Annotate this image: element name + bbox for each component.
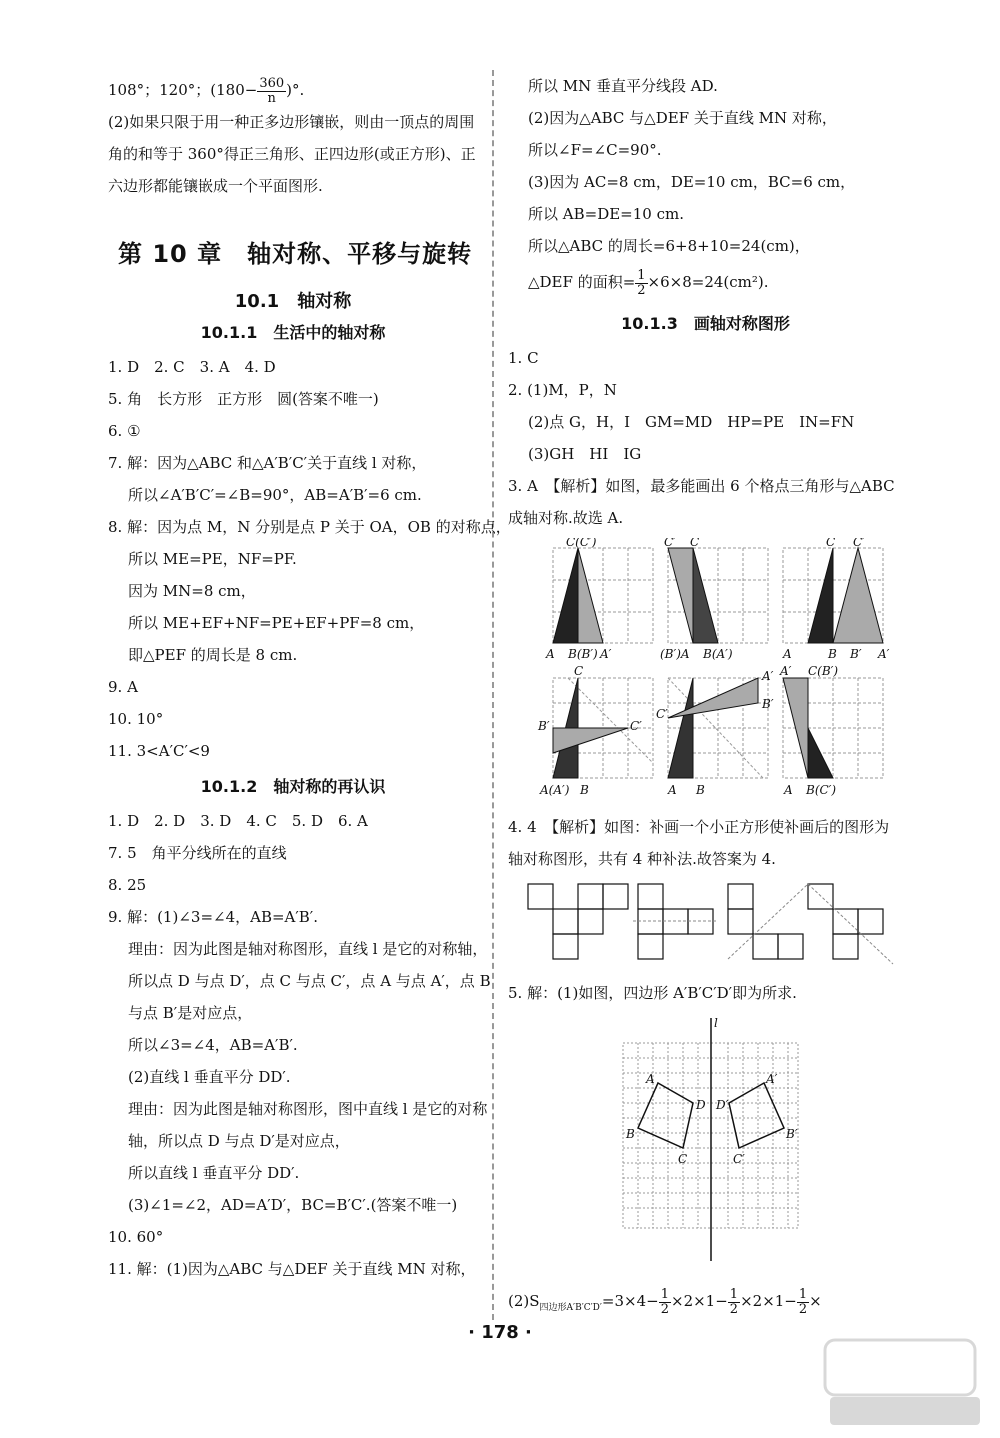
fig-label: C (678, 1152, 688, 1166)
fig-label: A (546, 647, 555, 661)
numerator: 360 (259, 75, 285, 91)
fig-label: B′ (538, 719, 550, 733)
fig-label: B (696, 783, 705, 797)
answer-line: 所以直线 l 垂直平分 DD′. (128, 1164, 300, 1182)
answer-line: 所以 MN 垂直平分线段 AD. (528, 77, 718, 95)
answer-line (508, 262, 903, 302)
answer-line: (2)因为△ABC 与△DEF 关于直线 MN 对称， (528, 109, 837, 127)
fig-label: B(C′) (806, 783, 837, 797)
fig-label: A′ (762, 669, 774, 683)
answer-line: 所以 ME+EF+NF=PE+EF+PF=8 cm， (128, 614, 425, 632)
page-number: · 178 · (468, 1322, 532, 1343)
fig-label: D (696, 1098, 706, 1112)
fig-label: A (783, 647, 792, 661)
answer-line: 所以△ABC 的周长=6+8+10=24(cm)， (528, 237, 810, 255)
subsection-title: 10.1.1 生活中的轴对称 (200, 323, 386, 342)
answer-line: 所以∠3=∠4，AB=A′B′. (128, 1036, 298, 1054)
answer-line: 所以点 D 与点 D′，点 C 与点 C′，点 A 与点 A′，点 B (128, 972, 491, 990)
fraction (659, 1288, 671, 1317)
fig-label: A′ (878, 647, 890, 661)
answer-line: 理由：因为此图是轴对称图形，直线 l 是它的对称轴， (128, 940, 488, 958)
fig-label: (B′)A (660, 647, 690, 661)
fig-label: D′ (716, 1098, 729, 1112)
answer-line: 1. D 2. C 3. A 4. D (108, 358, 276, 376)
fig-label: A (784, 783, 793, 797)
text: )°. (286, 81, 305, 99)
fig-label: A(A′) (540, 783, 570, 797)
text: =3×4− (601, 1292, 659, 1310)
fraction (797, 1288, 809, 1317)
answer-line: 7. 解：因为△ABC 和△A′B′C′关于直线 l 对称， (108, 454, 427, 472)
fraction (635, 269, 647, 298)
left-column (108, 70, 511, 1285)
fig-label: B′ (762, 697, 774, 711)
q5-quadrilateral-figure (508, 1013, 903, 1273)
right-column (508, 70, 903, 1328)
numerator: 1 (660, 1286, 669, 1302)
answer-line: (3)GH HI IG (528, 445, 642, 463)
denominator: 2 (637, 282, 646, 298)
text: ×6×8=24(cm²). (647, 273, 769, 291)
answer-line: 10. 10° (108, 710, 164, 728)
fig-label: C′ (664, 538, 676, 549)
answer-line: 6. ① (108, 422, 141, 440)
answer-line: 因为 MN=8 cm， (128, 582, 256, 600)
answer-line: 11. 3<A′C′<9 (108, 742, 210, 760)
subsection-title: 10.1.2 轴对称的再认识 (200, 777, 386, 796)
subscript: 四边形A′B′C′D′ (539, 1303, 602, 1313)
fig-label: C′ (656, 707, 668, 721)
numerator: 1 (729, 1286, 739, 1302)
answer-line: 即△PEF 的周长是 8 cm. (128, 646, 298, 664)
answer-line: 1. D 2. D 3. D 4. C 5. D 6. A (108, 812, 368, 830)
fig-label: l (714, 1016, 718, 1030)
answer-line: 9. A (108, 678, 138, 696)
fig-label: C (690, 538, 700, 549)
fig-label: B′ (786, 1127, 798, 1141)
answer-line: 11. 解：(1)因为△ABC 与△DEF 关于直线 MN 对称， (108, 1260, 476, 1278)
subsection-title: 10.1.3 画轴对称图形 (621, 314, 790, 333)
q3-triangle-figure (508, 538, 903, 803)
answer-line: 理由：因为此图是轴对称图形，图中直线 l 是它的对称 (128, 1100, 488, 1118)
answer-line: 5. 角 长方形 正方形 圆(答案不唯一) (108, 390, 379, 408)
answer-line: 9. 解：(1)∠3=∠4，AB=A′B′. (108, 908, 318, 926)
watermark-logo (820, 1335, 990, 1430)
answer-line: 8. 25 (108, 876, 147, 894)
fig-label: C′ (630, 719, 642, 733)
fig-label: A (646, 1072, 655, 1086)
fraction (728, 1288, 740, 1317)
denominator: 2 (729, 1301, 739, 1317)
answer-paragraph: 4. 4 【解析】如图：补画一个小正方形使补画后的图形为轴对称图形，共有 4 种补法.故答案为 4. (508, 818, 890, 868)
text: (2)S (508, 1292, 540, 1310)
answer-line: (2)直线 l 垂直平分 DD′. (128, 1068, 291, 1086)
answer-line: (2)点 G，H，I GM=MD HP=PE IN=FN (528, 413, 855, 431)
answer-line: (3)∠1=∠2，AD=A′D′，BC=B′C′.(答案不唯一) (128, 1196, 458, 1214)
answer-line: 所以∠A′B′C′=∠B=90°，AB=A′B′=6 cm. (128, 486, 422, 504)
answer-line: 10. 60° (108, 1228, 164, 1246)
answers-10-1-1 (108, 351, 511, 767)
numerator: 1 (637, 267, 646, 283)
column-divider (492, 70, 494, 1320)
fig-label: B (580, 783, 589, 797)
fig-label: B′ (850, 647, 862, 661)
answer-line: (3)因为 AC=8 cm，DE=10 cm，BC=6 cm， (528, 173, 856, 191)
answer-line: 所以 ME=PE，NF=PF. (128, 550, 297, 568)
answer-paragraph: 3. A 【解析】如图，最多能画出 6 个格点三角形与△ABC 成轴对称.故选 A. (508, 477, 895, 527)
fig-label: C (574, 664, 584, 678)
q4-square-figure (508, 879, 903, 969)
text: ×2×1− (671, 1292, 728, 1310)
numerator: 1 (798, 1286, 808, 1302)
fraction (257, 77, 286, 106)
denominator: 2 (798, 1301, 808, 1317)
fig-label: A (668, 783, 677, 797)
fig-label: A′ (766, 1072, 778, 1086)
fig-label: B (828, 647, 837, 661)
text: (180− (210, 81, 258, 99)
answer-line: 5. 解：(1)如图，四边形 A′B′C′D′即为所求. (508, 984, 797, 1002)
chapter-title: 第 10 章 轴对称、平移与旋转 (118, 240, 473, 268)
answer-line: 所以∠F=∠C=90°. (528, 141, 662, 159)
fig-label: C′ (733, 1152, 745, 1166)
answer-line: 所以 AB=DE=10 cm. (528, 205, 684, 223)
fig-label: C(C′) (566, 538, 597, 549)
fig-label: C′ (853, 538, 865, 549)
answers-10-1-2 (108, 805, 491, 1285)
answer-line (508, 1281, 903, 1328)
answer-line (108, 74, 478, 106)
text: ×2×1− (740, 1292, 797, 1310)
fig-label: A′ (780, 664, 792, 678)
answer-line: 8. 解：因为点 M，N 分别是点 P 关于 OA，OB 的对称点， (108, 518, 511, 536)
text: 108°；120°； (108, 81, 211, 99)
answer-line: 2. (1)M，P，N (508, 381, 617, 399)
fig-label: C (826, 538, 836, 549)
answer-line: 1. C (508, 349, 539, 367)
text: × (809, 1292, 822, 1310)
denominator: 2 (660, 1301, 669, 1317)
fig-label: B (626, 1127, 635, 1141)
text: △DEF 的面积= (528, 273, 636, 291)
answer-paragraph: (2)如果只限于用一种正多边形镶嵌，则由一顶点的周围角的和等于 360°得正三角形、正四边形(或正方形)、正六边形都能镶嵌成一个平面图形. (108, 113, 476, 195)
answer-line: 7. 5 角平分线所在的直线 (108, 844, 287, 862)
answer-line: 轴，所以点 D 与点 D′是对应点， (128, 1132, 350, 1150)
fig-label: B(A′) (703, 647, 733, 661)
fig-label: B(B′) (568, 647, 598, 661)
fig-label: A′ (600, 647, 612, 661)
answer-line: 与点 B′是对应点， (128, 1004, 253, 1022)
fig-label: C(B′) (808, 664, 839, 678)
section-title: 10.1 轴对称 (234, 291, 352, 312)
denominator: n (267, 90, 276, 106)
